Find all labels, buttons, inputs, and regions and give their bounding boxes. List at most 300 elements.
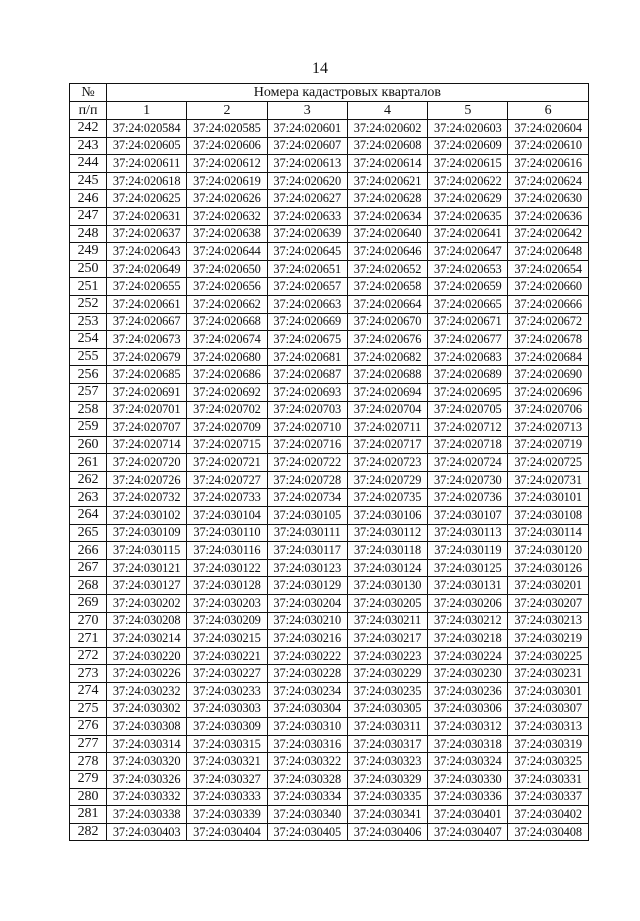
- cadastral-number-cell: 37:24:020736: [428, 489, 508, 507]
- cadastral-number-cell: 37:24:030114: [508, 524, 588, 542]
- cadastral-number-cell: 37:24:030119: [428, 542, 508, 560]
- cadastral-number-cell: 37:24:030230: [428, 665, 508, 683]
- cadastral-number-cell: 37:24:020680: [187, 348, 267, 366]
- cadastral-number-cell: 37:24:020718: [428, 436, 508, 454]
- row-number-cell: 248: [70, 225, 107, 243]
- cadastral-number-cell: 37:24:020585: [187, 120, 267, 138]
- cadastral-number-cell: 37:24:030116: [187, 542, 267, 560]
- table-row: [70, 507, 589, 525]
- cadastral-number-cell: 37:24:030208: [107, 612, 187, 630]
- cadastral-number-cell: 37:24:030306: [428, 700, 508, 718]
- table-row: [70, 137, 589, 155]
- cadastral-number-cell: 37:24:030407: [428, 823, 508, 841]
- table-row: [70, 331, 589, 349]
- cadastral-number-cell: 37:24:020675: [267, 331, 347, 349]
- cadastral-number-cell: 37:24:020712: [428, 419, 508, 437]
- cadastral-number-cell: 37:24:030232: [107, 683, 187, 701]
- table-row: [70, 172, 589, 190]
- cadastral-number-cell: 37:24:030327: [187, 770, 267, 788]
- cadastral-number-cell: 37:24:020604: [508, 120, 588, 138]
- row-number-cell: 260: [70, 436, 107, 454]
- row-number-cell: 263: [70, 489, 107, 507]
- row-number-cell: 257: [70, 383, 107, 401]
- row-number-cell: 266: [70, 542, 107, 560]
- cadastral-number-cell: 37:24:030127: [107, 577, 187, 595]
- cadastral-number-cell: 37:24:020703: [267, 401, 347, 419]
- cadastral-number-cell: 37:24:020727: [187, 471, 267, 489]
- cadastral-number-cell: 37:24:020694: [347, 383, 427, 401]
- table-row: [70, 454, 589, 472]
- cadastral-number-cell: 37:24:020639: [267, 225, 347, 243]
- cadastral-number-cell: 37:24:020619: [187, 172, 267, 190]
- table-row: [70, 348, 589, 366]
- cadastral-number-cell: 37:24:030122: [187, 559, 267, 577]
- table-row: [70, 823, 589, 841]
- cadastral-number-cell: 37:24:020724: [428, 454, 508, 472]
- cadastral-number-cell: 37:24:030408: [508, 823, 588, 841]
- cadastral-number-cell: 37:24:020671: [428, 313, 508, 331]
- cadastral-number-cell: 37:24:020688: [347, 366, 427, 384]
- column-number-header: 2: [187, 102, 267, 120]
- cadastral-number-cell: 37:24:030312: [428, 718, 508, 736]
- cadastral-number-cell: 37:24:020666: [508, 295, 588, 313]
- cadastral-number-cell: 37:24:020701: [107, 401, 187, 419]
- cadastral-number-cell: 37:24:020672: [508, 313, 588, 331]
- cadastral-number-cell: 37:24:020713: [508, 419, 588, 437]
- cadastral-number-cell: 37:24:030330: [428, 770, 508, 788]
- cadastral-number-cell: 37:24:020719: [508, 436, 588, 454]
- row-number-cell: 262: [70, 471, 107, 489]
- cadastral-number-cell: 37:24:030215: [187, 630, 267, 648]
- cadastral-number-cell: 37:24:030402: [508, 806, 588, 824]
- row-number-cell: 276: [70, 718, 107, 736]
- table-row: [70, 419, 589, 437]
- cadastral-number-cell: 37:24:030201: [508, 577, 588, 595]
- cadastral-number-cell: 37:24:030311: [347, 718, 427, 736]
- cadastral-number-cell: 37:24:030125: [428, 559, 508, 577]
- row-number-cell: 267: [70, 559, 107, 577]
- table-row: [70, 313, 589, 331]
- cadastral-number-cell: 37:24:020631: [107, 207, 187, 225]
- cadastral-number-cell: 37:24:030101: [508, 489, 588, 507]
- cadastral-number-cell: 37:24:020622: [428, 172, 508, 190]
- cadastral-number-cell: 37:24:030317: [347, 735, 427, 753]
- cadastral-number-cell: 37:24:020660: [508, 278, 588, 296]
- cadastral-number-cell: 37:24:020695: [428, 383, 508, 401]
- cadastral-number-cell: 37:24:020676: [347, 331, 427, 349]
- cadastral-number-cell: 37:24:020638: [187, 225, 267, 243]
- cadastral-number-cell: 37:24:020689: [428, 366, 508, 384]
- cadastral-number-cell: 37:24:020704: [347, 401, 427, 419]
- row-number-cell: 245: [70, 172, 107, 190]
- cadastral-number-cell: 37:24:020636: [508, 207, 588, 225]
- cadastral-number-cell: 37:24:030403: [107, 823, 187, 841]
- cadastral-number-cell: 37:24:020732: [107, 489, 187, 507]
- cadastral-number-cell: 37:24:030226: [107, 665, 187, 683]
- table-row: [70, 225, 589, 243]
- column-number-header: 4: [347, 102, 427, 120]
- row-number-cell: 271: [70, 630, 107, 648]
- cadastral-number-cell: 37:24:030319: [508, 735, 588, 753]
- row-number-cell: 251: [70, 278, 107, 296]
- cadastral-number-cell: 37:24:020669: [267, 313, 347, 331]
- cadastral-number-cell: 37:24:020632: [187, 207, 267, 225]
- row-number-cell: 258: [70, 401, 107, 419]
- table-row: [70, 770, 589, 788]
- cadastral-number-cell: 37:24:030203: [187, 595, 267, 613]
- cadastral-number-cell: 37:24:020683: [428, 348, 508, 366]
- cadastral-number-cell: 37:24:020681: [267, 348, 347, 366]
- cadastral-number-cell: 37:24:020690: [508, 366, 588, 384]
- cadastral-number-cell: 37:24:030234: [267, 683, 347, 701]
- cadastral-number-cell: 37:24:030235: [347, 683, 427, 701]
- cadastral-number-cell: 37:24:030315: [187, 735, 267, 753]
- row-number-cell: 259: [70, 419, 107, 437]
- cadastral-number-cell: 37:24:020723: [347, 454, 427, 472]
- cadastral-number-cell: 37:24:030113: [428, 524, 508, 542]
- row-number-cell: 255: [70, 348, 107, 366]
- cadastral-number-cell: 37:24:020679: [107, 348, 187, 366]
- cadastral-number-cell: 37:24:020656: [187, 278, 267, 296]
- cadastral-number-cell: 37:24:020605: [107, 137, 187, 155]
- cadastral-number-cell: 37:24:030309: [187, 718, 267, 736]
- header-row-columns: [70, 102, 589, 120]
- cadastral-number-cell: 37:24:030220: [107, 647, 187, 665]
- cadastral-number-cell: 37:24:030401: [428, 806, 508, 824]
- row-number-cell: 253: [70, 313, 107, 331]
- cadastral-number-cell: 37:24:030204: [267, 595, 347, 613]
- cadastral-number-cell: 37:24:020643: [107, 243, 187, 261]
- cadastral-number-cell: 37:24:030118: [347, 542, 427, 560]
- cadastral-number-cell: 37:24:020734: [267, 489, 347, 507]
- cadastral-number-cell: 37:24:020707: [107, 419, 187, 437]
- cadastral-number-cell: 37:24:020706: [508, 401, 588, 419]
- cadastral-number-cell: 37:24:020584: [107, 120, 187, 138]
- cadastral-number-cell: 37:24:020733: [187, 489, 267, 507]
- table-row: [70, 278, 589, 296]
- cadastral-number-cell: 37:24:020646: [347, 243, 427, 261]
- cadastral-number-cell: 37:24:020705: [428, 401, 508, 419]
- cadastral-number-cell: 37:24:020629: [428, 190, 508, 208]
- column-number-header: 5: [428, 102, 508, 120]
- cadastral-number-cell: 37:24:030334: [267, 788, 347, 806]
- row-number-cell: 242: [70, 120, 107, 138]
- cadastral-number-cell: 37:24:020641: [428, 225, 508, 243]
- cadastral-number-cell: 37:24:020716: [267, 436, 347, 454]
- row-number-cell: 246: [70, 190, 107, 208]
- cadastral-number-cell: 37:24:020614: [347, 155, 427, 173]
- table-row: [70, 735, 589, 753]
- header-row-top: [70, 84, 589, 102]
- row-number-cell: 278: [70, 753, 107, 771]
- cadastral-number-cell: 37:24:020687: [267, 366, 347, 384]
- table-row: [70, 471, 589, 489]
- cadastral-number-cell: 37:24:020729: [347, 471, 427, 489]
- cadastral-number-cell: 37:24:020615: [428, 155, 508, 173]
- cadastral-number-cell: 37:24:030301: [508, 683, 588, 701]
- cadastral-number-cell: 37:24:020650: [187, 260, 267, 278]
- cadastral-number-cell: 37:24:030120: [508, 542, 588, 560]
- table-row: [70, 436, 589, 454]
- cadastral-number-cell: 37:24:030219: [508, 630, 588, 648]
- row-number-cell: 254: [70, 331, 107, 349]
- row-number-cell: 269: [70, 595, 107, 613]
- cadastral-number-cell: 37:24:020658: [347, 278, 427, 296]
- row-number-header-bottom: п/п: [70, 102, 107, 120]
- cadastral-number-cell: 37:24:020652: [347, 260, 427, 278]
- cadastral-quarters-table: [69, 83, 589, 841]
- table-row: [70, 542, 589, 560]
- cadastral-number-cell: 37:24:030207: [508, 595, 588, 613]
- cadastral-number-cell: 37:24:020710: [267, 419, 347, 437]
- cadastral-number-cell: 37:24:030216: [267, 630, 347, 648]
- cadastral-number-cell: 37:24:030328: [267, 770, 347, 788]
- cadastral-number-cell: 37:24:030224: [428, 647, 508, 665]
- column-number-header: 6: [508, 102, 588, 120]
- cadastral-number-cell: 37:24:020702: [187, 401, 267, 419]
- cadastral-number-cell: 37:24:030307: [508, 700, 588, 718]
- cadastral-number-cell: 37:24:020667: [107, 313, 187, 331]
- cadastral-number-cell: 37:24:030109: [107, 524, 187, 542]
- cadastral-number-cell: 37:24:020670: [347, 313, 427, 331]
- cadastral-number-cell: 37:24:020684: [508, 348, 588, 366]
- cadastral-number-cell: 37:24:020628: [347, 190, 427, 208]
- cadastral-number-cell: 37:24:020616: [508, 155, 588, 173]
- cadastral-number-cell: 37:24:020685: [107, 366, 187, 384]
- cadastral-number-cell: 37:24:030310: [267, 718, 347, 736]
- cadastral-number-cell: 37:24:030209: [187, 612, 267, 630]
- table-row: [70, 243, 589, 261]
- cadastral-number-cell: 37:24:020722: [267, 454, 347, 472]
- cadastral-number-cell: 37:24:030107: [428, 507, 508, 525]
- row-number-cell: 275: [70, 700, 107, 718]
- row-number-cell: 249: [70, 243, 107, 261]
- cadastral-number-cell: 37:24:020645: [267, 243, 347, 261]
- cadastral-number-cell: 37:24:030321: [187, 753, 267, 771]
- cadastral-number-cell: 37:24:030213: [508, 612, 588, 630]
- cadastral-number-cell: 37:24:030325: [508, 753, 588, 771]
- cadastral-number-cell: 37:24:030111: [267, 524, 347, 542]
- cadastral-number-cell: 37:24:030124: [347, 559, 427, 577]
- table-row: [70, 630, 589, 648]
- table-row: [70, 788, 589, 806]
- cadastral-number-cell: 37:24:020664: [347, 295, 427, 313]
- cadastral-number-cell: 37:24:030236: [428, 683, 508, 701]
- cadastral-number-cell: 37:24:020657: [267, 278, 347, 296]
- cadastral-number-cell: 37:24:020677: [428, 331, 508, 349]
- cadastral-number-cell: 37:24:020730: [428, 471, 508, 489]
- cadastral-number-cell: 37:24:020721: [187, 454, 267, 472]
- cadastral-number-cell: 37:24:020624: [508, 172, 588, 190]
- row-number-cell: 281: [70, 806, 107, 824]
- cadastral-number-cell: 37:24:030112: [347, 524, 427, 542]
- cadastral-number-cell: 37:24:030211: [347, 612, 427, 630]
- cadastral-number-cell: 37:24:030314: [107, 735, 187, 753]
- table-row: [70, 700, 589, 718]
- table-body: [70, 120, 589, 841]
- row-number-cell: 256: [70, 366, 107, 384]
- cadastral-number-cell: 37:24:030404: [187, 823, 267, 841]
- row-number-cell: 272: [70, 647, 107, 665]
- row-number-cell: 243: [70, 137, 107, 155]
- row-number-cell: 277: [70, 735, 107, 753]
- cadastral-number-cell: 37:24:030322: [267, 753, 347, 771]
- row-number-cell: 264: [70, 507, 107, 525]
- cadastral-number-cell: 37:24:020731: [508, 471, 588, 489]
- cadastral-numbers-header: Номера кадастровых кварталов: [107, 84, 589, 102]
- cadastral-number-cell: 37:24:020653: [428, 260, 508, 278]
- cadastral-number-cell: 37:24:030335: [347, 788, 427, 806]
- cadastral-number-cell: 37:24:030227: [187, 665, 267, 683]
- table-row: [70, 401, 589, 419]
- column-number-header: 1: [107, 102, 187, 120]
- cadastral-number-cell: 37:24:020668: [187, 313, 267, 331]
- cadastral-number-cell: 37:24:020726: [107, 471, 187, 489]
- cadastral-number-cell: 37:24:020682: [347, 348, 427, 366]
- row-number-cell: 282: [70, 823, 107, 841]
- cadastral-number-cell: 37:24:020627: [267, 190, 347, 208]
- cadastral-number-cell: 37:24:020633: [267, 207, 347, 225]
- table-row: [70, 718, 589, 736]
- cadastral-number-cell: 37:24:030126: [508, 559, 588, 577]
- cadastral-number-cell: 37:24:030233: [187, 683, 267, 701]
- cadastral-number-cell: 37:24:020674: [187, 331, 267, 349]
- cadastral-number-cell: 37:24:030217: [347, 630, 427, 648]
- cadastral-number-cell: 37:24:020635: [428, 207, 508, 225]
- cadastral-number-cell: 37:24:020693: [267, 383, 347, 401]
- cadastral-number-cell: 37:24:020634: [347, 207, 427, 225]
- cadastral-number-cell: 37:24:020602: [347, 120, 427, 138]
- cadastral-number-cell: 37:24:030108: [508, 507, 588, 525]
- cadastral-number-cell: 37:24:030303: [187, 700, 267, 718]
- table-row: [70, 489, 589, 507]
- table-row: [70, 295, 589, 313]
- row-number-cell: 265: [70, 524, 107, 542]
- cadastral-number-cell: 37:24:020612: [187, 155, 267, 173]
- table-row: [70, 577, 589, 595]
- cadastral-number-cell: 37:24:030129: [267, 577, 347, 595]
- cadastral-number-cell: 37:24:030115: [107, 542, 187, 560]
- cadastral-number-cell: 37:24:030318: [428, 735, 508, 753]
- table-row: [70, 207, 589, 225]
- cadastral-number-cell: 37:24:020637: [107, 225, 187, 243]
- cadastral-number-cell: 37:24:020720: [107, 454, 187, 472]
- cadastral-number-cell: 37:24:030212: [428, 612, 508, 630]
- table-row: [70, 559, 589, 577]
- cadastral-number-cell: 37:24:020620: [267, 172, 347, 190]
- cadastral-number-cell: 37:24:020618: [107, 172, 187, 190]
- cadastral-number-cell: 37:24:030218: [428, 630, 508, 648]
- cadastral-number-cell: 37:24:030231: [508, 665, 588, 683]
- cadastral-number-cell: 37:24:020728: [267, 471, 347, 489]
- row-number-header-top: №: [70, 84, 107, 102]
- cadastral-number-cell: 37:24:020725: [508, 454, 588, 472]
- cadastral-number-cell: 37:24:020678: [508, 331, 588, 349]
- cadastral-number-cell: 37:24:030221: [187, 647, 267, 665]
- row-number-cell: 274: [70, 683, 107, 701]
- table-row: [70, 190, 589, 208]
- cadastral-number-cell: 37:24:020673: [107, 331, 187, 349]
- cadastral-number-cell: 37:24:030304: [267, 700, 347, 718]
- cadastral-number-cell: 37:24:030214: [107, 630, 187, 648]
- cadastral-number-cell: 37:24:030338: [107, 806, 187, 824]
- cadastral-number-cell: 37:24:020691: [107, 383, 187, 401]
- row-number-cell: 268: [70, 577, 107, 595]
- cadastral-number-cell: 37:24:030320: [107, 753, 187, 771]
- cadastral-number-cell: 37:24:030331: [508, 770, 588, 788]
- cadastral-number-cell: 37:24:030131: [428, 577, 508, 595]
- table-row: [70, 647, 589, 665]
- cadastral-number-cell: 37:24:020648: [508, 243, 588, 261]
- cadastral-number-cell: 37:24:020665: [428, 295, 508, 313]
- table-row: [70, 806, 589, 824]
- cadastral-number-cell: 37:24:020642: [508, 225, 588, 243]
- cadastral-number-cell: 37:24:020663: [267, 295, 347, 313]
- row-number-cell: 270: [70, 612, 107, 630]
- cadastral-number-cell: 37:24:030117: [267, 542, 347, 560]
- page-number: 14: [312, 60, 328, 77]
- cadastral-number-cell: 37:24:030323: [347, 753, 427, 771]
- row-number-cell: 273: [70, 665, 107, 683]
- row-number-cell: 250: [70, 260, 107, 278]
- cadastral-number-cell: 37:24:030105: [267, 507, 347, 525]
- cadastral-number-cell: 37:24:030104: [187, 507, 267, 525]
- cadastral-number-cell: 37:24:030339: [187, 806, 267, 824]
- cadastral-number-cell: 37:24:030110: [187, 524, 267, 542]
- cadastral-number-cell: 37:24:030313: [508, 718, 588, 736]
- cadastral-number-cell: 37:24:030305: [347, 700, 427, 718]
- cadastral-number-cell: 37:24:020711: [347, 419, 427, 437]
- cadastral-number-cell: 37:24:020659: [428, 278, 508, 296]
- cadastral-number-cell: 37:24:030326: [107, 770, 187, 788]
- row-number-cell: 261: [70, 454, 107, 472]
- cadastral-number-cell: 37:24:020651: [267, 260, 347, 278]
- cadastral-table-container: [69, 83, 589, 841]
- cadastral-number-cell: 37:24:020606: [187, 137, 267, 155]
- cadastral-number-cell: 37:24:020692: [187, 383, 267, 401]
- cadastral-number-cell: 37:24:030308: [107, 718, 187, 736]
- cadastral-number-cell: 37:24:030341: [347, 806, 427, 824]
- cadastral-number-cell: 37:24:030106: [347, 507, 427, 525]
- cadastral-number-cell: 37:24:030302: [107, 700, 187, 718]
- cadastral-number-cell: 37:24:030336: [428, 788, 508, 806]
- cadastral-number-cell: 37:24:030223: [347, 647, 427, 665]
- cadastral-number-cell: 37:24:030316: [267, 735, 347, 753]
- table-row: [70, 612, 589, 630]
- cadastral-number-cell: 37:24:020625: [107, 190, 187, 208]
- table-row: [70, 120, 589, 138]
- table-row: [70, 260, 589, 278]
- cadastral-number-cell: 37:24:020626: [187, 190, 267, 208]
- table-row: [70, 155, 589, 173]
- row-number-cell: 280: [70, 788, 107, 806]
- cadastral-number-cell: 37:24:020696: [508, 383, 588, 401]
- cadastral-number-cell: 37:24:030206: [428, 595, 508, 613]
- row-number-cell: 247: [70, 207, 107, 225]
- cadastral-number-cell: 37:24:020610: [508, 137, 588, 155]
- cadastral-number-cell: 37:24:020621: [347, 172, 427, 190]
- table-row: [70, 366, 589, 384]
- cadastral-number-cell: 37:24:030130: [347, 577, 427, 595]
- cadastral-number-cell: 37:24:030210: [267, 612, 347, 630]
- cadastral-number-cell: 37:24:020603: [428, 120, 508, 138]
- cadastral-number-cell: 37:24:020662: [187, 295, 267, 313]
- cadastral-number-cell: 37:24:030228: [267, 665, 347, 683]
- cadastral-number-cell: 37:24:020654: [508, 260, 588, 278]
- cadastral-number-cell: 37:24:020607: [267, 137, 347, 155]
- table-row: [70, 524, 589, 542]
- cadastral-number-cell: 37:24:030405: [267, 823, 347, 841]
